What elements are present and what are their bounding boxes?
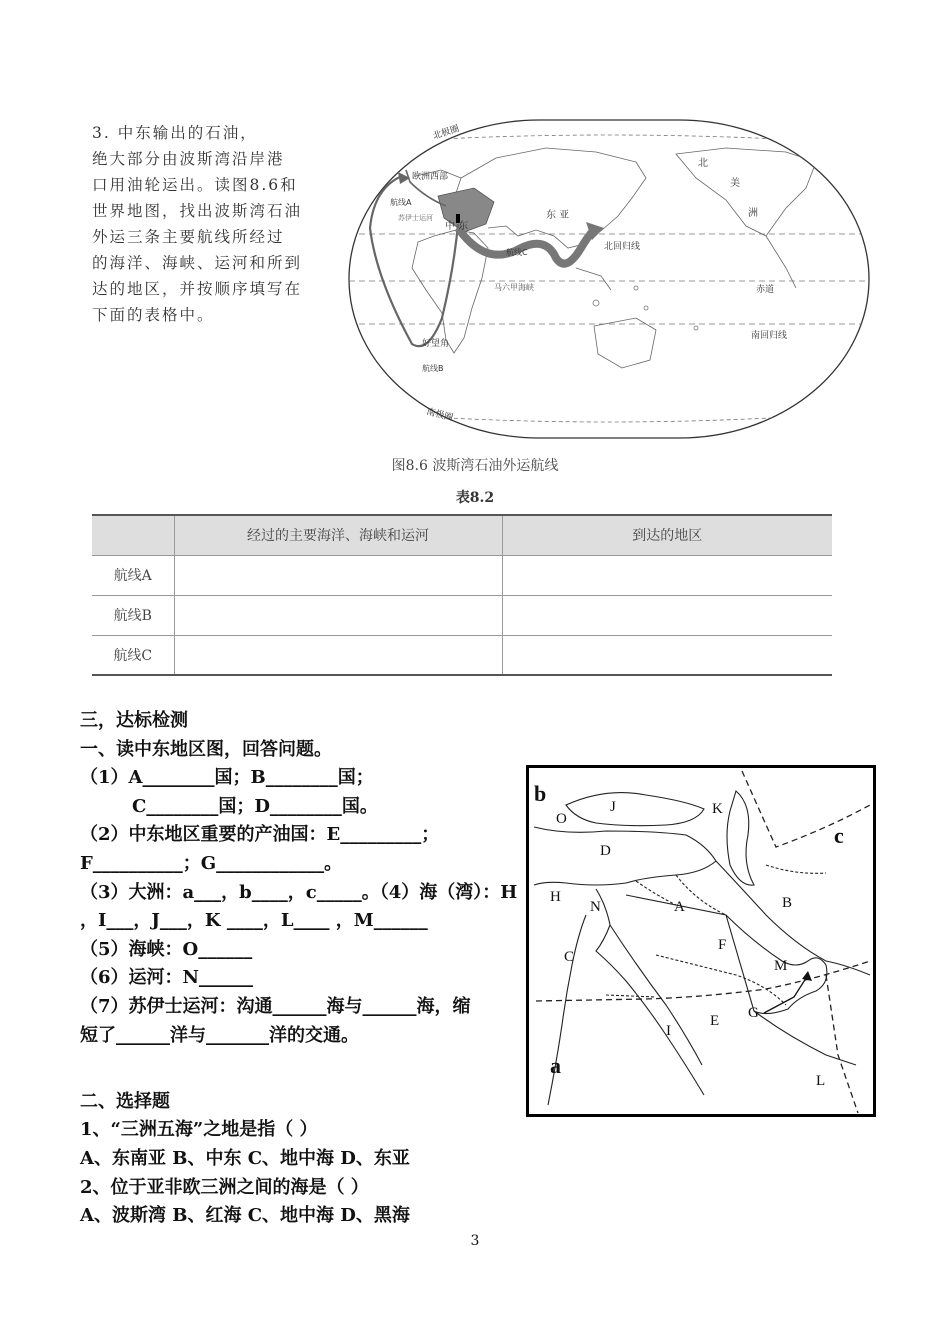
label-malacca: 马六甲海峡 <box>494 283 534 292</box>
intro-line: 达的地区，并按顺序填写在 <box>92 280 303 298</box>
question-7a: （7）苏伊士运河：沟通______海与______海，缩 <box>80 995 471 1017</box>
label-I: I <box>666 1023 671 1039</box>
label-D: D <box>600 843 611 859</box>
table-row <box>92 555 832 595</box>
label-equator: 赤道 <box>756 285 775 295</box>
part1-title: 一、读中东地区图，回答问题。 <box>80 738 332 760</box>
question-5: （5）海峡：O______ <box>80 938 253 960</box>
intro-line: 外运三条主要航线所经过 <box>92 228 285 246</box>
table-row <box>92 635 832 675</box>
question-1b: C________国；D________国。 <box>132 795 378 817</box>
routes-table <box>92 514 832 676</box>
page-number: 3 <box>470 1233 480 1249</box>
label-M: M <box>774 958 788 974</box>
part2-title: 二、选择题 <box>80 1090 170 1112</box>
answer-cell[interactable] <box>502 555 832 595</box>
table-header-cell: 到达的地区 <box>502 515 832 555</box>
label-north-america-1: 北 <box>698 158 708 169</box>
table-header-cell: 经过的主要海洋、海峡和运河 <box>174 515 502 555</box>
row-label: 航线B <box>92 595 174 635</box>
table-header-cell <box>92 515 174 555</box>
label-N: N <box>590 899 601 915</box>
intro-line: 下面的表格中。 <box>92 306 215 324</box>
label-suez: 苏伊士运河 <box>398 214 433 222</box>
world-oil-route-map <box>346 118 872 440</box>
row-label: 航线A <box>92 555 174 595</box>
answer-cell[interactable] <box>502 595 832 635</box>
section-title: 三，达标检测 <box>80 710 188 731</box>
intro-line: 的海洋、海峡、运河和所到 <box>92 254 303 272</box>
intro-line: 口用油轮运出。读图8.6和 <box>92 176 298 194</box>
question-3: （3）大洲：a___，b____，c_____。（4）海（湾）：H <box>80 881 518 903</box>
mc-question-2: 2、位于亚非欧三洲之间的海是（ ） <box>80 1176 369 1198</box>
mc-options-2: A、波斯湾 B、红海 C、地中海 D、黑海 <box>80 1205 410 1227</box>
intro-line: 3. 中东输出的石油， <box>92 124 258 142</box>
label-route-c: 航线C <box>506 248 528 257</box>
label-K: K <box>712 801 723 817</box>
label-L: L <box>816 1073 826 1089</box>
answer-cell[interactable] <box>174 555 502 595</box>
table-header-row <box>92 515 832 555</box>
label-E: E <box>710 1013 720 1029</box>
row-label: 航线C <box>92 635 174 675</box>
label-b: b <box>534 781 547 806</box>
question-6: （6）运河：N______ <box>80 967 253 989</box>
label-west-europe: 欧洲西部 <box>412 172 449 182</box>
question-2b: F__________；G____________。 <box>80 852 343 874</box>
intro-line: 绝大部分由波斯湾沿岸港 <box>92 150 285 168</box>
mc-options-1: A、东南亚 B、中东 C、地中海 D、东亚 <box>80 1147 410 1169</box>
label-north-america-2: 美 <box>730 178 740 189</box>
label-antarctic: 南极圈 <box>425 407 454 424</box>
label-route-b: 航线B <box>422 364 444 373</box>
label-good-hope: 好望角 <box>422 339 450 349</box>
label-F: F <box>718 937 727 953</box>
label-G: G <box>748 1005 759 1021</box>
label-O: O <box>556 811 567 827</box>
answer-cell[interactable] <box>502 635 832 675</box>
label-H: H <box>550 889 561 905</box>
question-2a: （2）中东地区重要的产油国：E_________； <box>80 824 440 846</box>
label-B: B <box>782 895 793 911</box>
label-J: J <box>610 799 616 815</box>
label-tropic-north: 北回归线 <box>604 242 641 252</box>
label-route-a: 航线A <box>390 198 412 207</box>
label-middle-east: 中 东 <box>445 221 469 232</box>
middle-east-map <box>526 765 876 1117</box>
label-a: a <box>550 1053 561 1078</box>
intro-paragraph <box>92 120 322 328</box>
label-arctic: 北极圈 <box>431 123 461 142</box>
mc-question-1: 1、“三洲五海”之地是指（ ） <box>80 1119 318 1141</box>
label-c: c <box>834 823 844 848</box>
question-1a: （1）A________国；B________国； <box>80 767 374 789</box>
label-A: A <box>674 899 685 915</box>
label-north-america-3: 洲 <box>748 208 758 219</box>
figure-caption: 图8.6 波斯湾石油外运航线 <box>391 458 559 474</box>
intro-line: 世界地图，找出波斯湾石油 <box>92 202 303 220</box>
answer-cell[interactable] <box>174 635 502 675</box>
label-C: C <box>564 949 575 965</box>
label-tropic-south: 南回归线 <box>751 331 788 341</box>
questions-block <box>80 707 530 1231</box>
question-4: ，I___，J___，K ____，L____ ，M______ <box>80 910 428 932</box>
question-7b: 短了______洋与_______洋的交通。 <box>80 1024 359 1046</box>
answer-cell[interactable] <box>174 595 502 635</box>
label-east-asia: 东 亚 <box>546 210 570 221</box>
table-row <box>92 595 832 635</box>
table-title: 表8.2 <box>455 490 495 506</box>
